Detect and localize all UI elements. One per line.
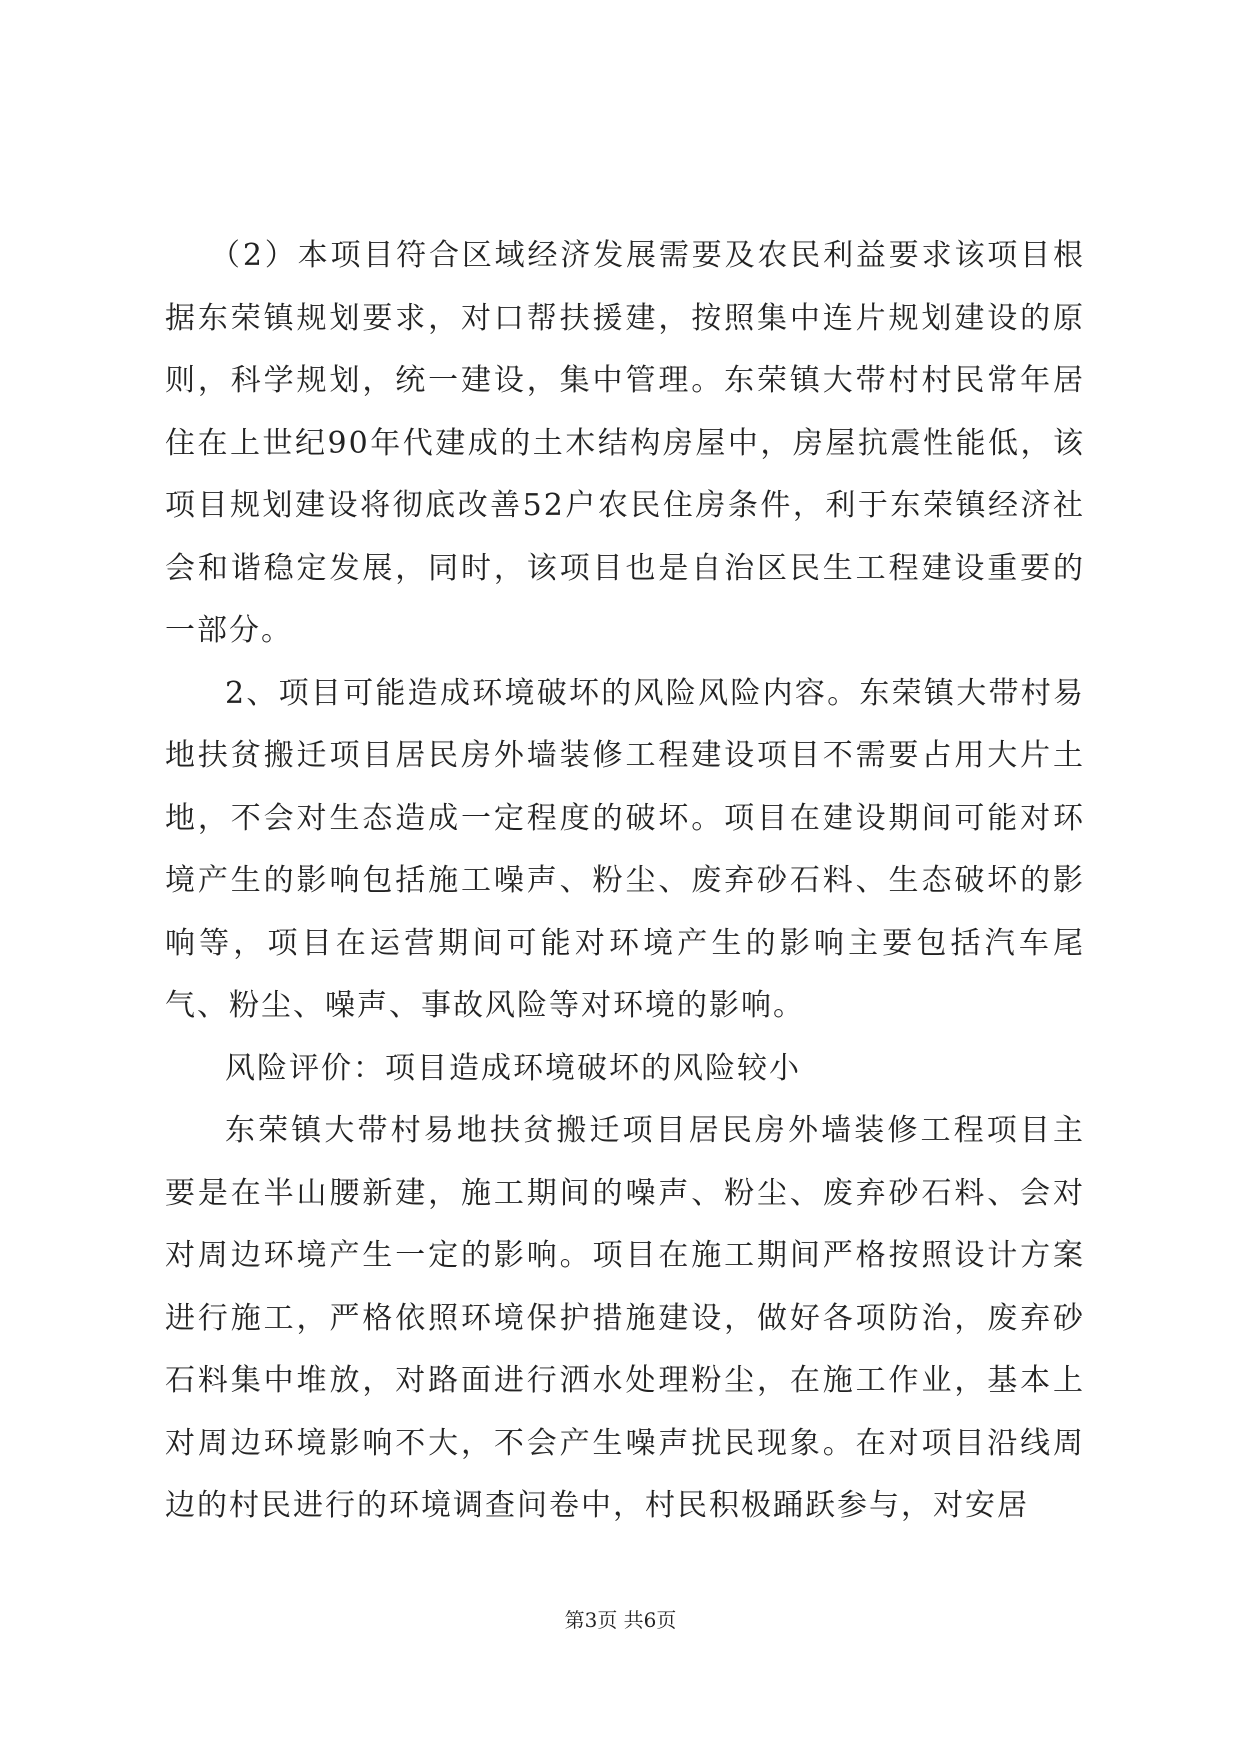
paragraph-risk-evaluation: 风险评价：项目造成环境破坏的风险较小 <box>225 1050 801 1086</box>
document-body <box>165 225 1085 1538</box>
paragraph-construction-impact: 东荣镇大带村易地扶贫搬迁项目居民房外墙装修工程项目主要是在半山腰新建，施工期间的噪声、粉尘、废弃砂石料、会对对周边环境产生一定的影响。项目在施工期间严格按照设计方案进行施工，严格依照环境保护措施建设，做好各项防治，废弃砂石料集中堆放，对路面进行洒水处理粉尘，在施工作业，基本上对周边环境影响不大，不会产生噪声扰民现象。在对项目沿线周边的村民进行的环境调查问卷中，村民积极踊跃参与，对安居 <box>165 1113 1085 1523</box>
paragraph-environmental-risk: 2、项目可能造成环境破坏的风险风险内容。东荣镇大带村易地扶贫搬迁项目居民房外墙装修工程建设项目不需要占用大片土地，不会对生态造成一定程度的破坏。项目在建设期间可能对环境产生的影响包括施工噪声、粉尘、废弃砂石料、生态破坏的影响等，项目在运营期间可能对环境产生的影响主要包括汽车尾气、粉尘、噪声、事故风险等对环境的影响。 <box>165 675 1085 1023</box>
paragraph-project-significance: （2）本项目符合区域经济发展需要及农民利益要求该项目根据东荣镇规划要求，对口帮扶援建，按照集中连片规划建设的原则，科学规划，统一建设，集中管理。东荣镇大带村村民常年居住在上世纪90年代建成的土木结构房屋中，房屋抗震性能低，该项目规划建设将彻底改善52户农民住房条件，利于东荣镇经济社会和谐稳定发展，同时，该项目也是自治区民生工程建设重要的一部分。 <box>165 238 1085 648</box>
page-footer <box>0 1606 1241 1634</box>
page-number-label: 第3页 共6页 <box>564 1608 677 1632</box>
